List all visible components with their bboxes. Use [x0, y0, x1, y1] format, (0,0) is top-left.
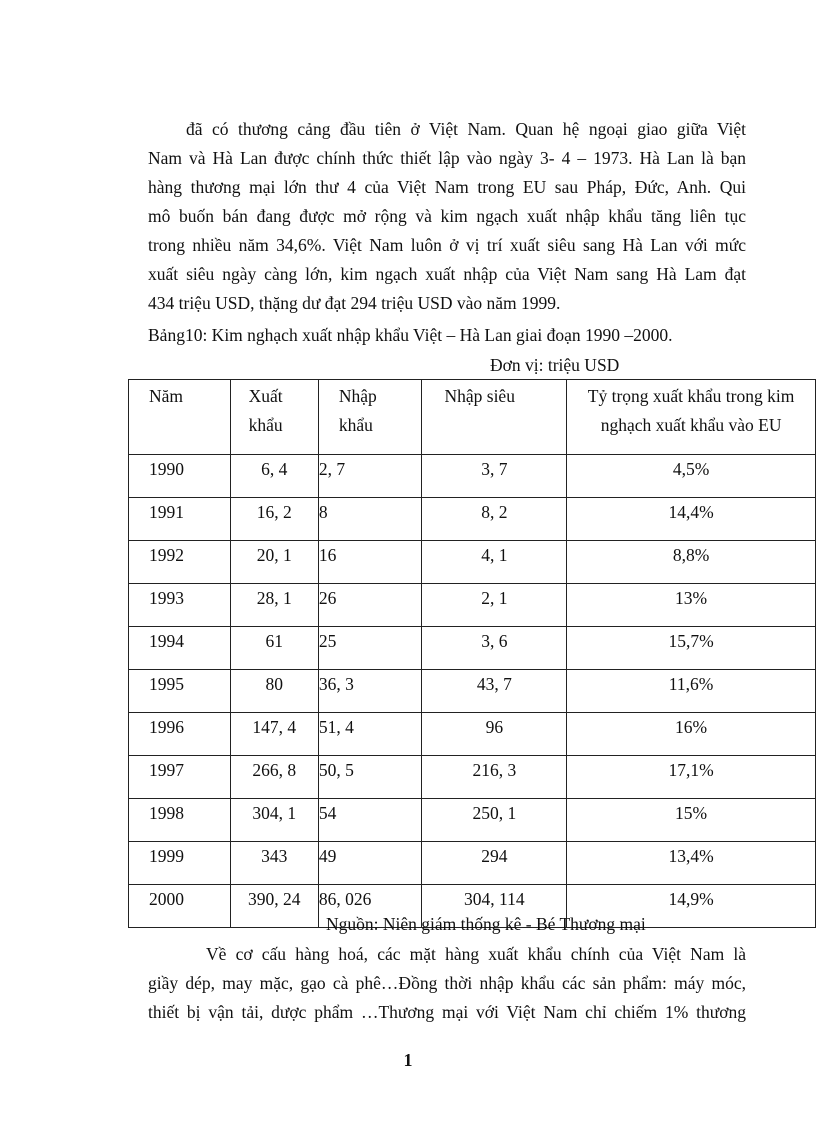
- cell-year: 1993: [129, 584, 231, 627]
- cell-export: 61: [230, 627, 318, 670]
- intro-line: 434 triệu USD, thặng dư đạt 294 triệu USD vào năm 1999.: [148, 293, 561, 313]
- intro-line: Nam và Hà Lan được chính thức thiết lập vào ngày 3- 4 – 1973. Hà Lan là bạn: [148, 148, 746, 168]
- cell-net-import: 4, 1: [422, 541, 567, 584]
- cell-year: 1996: [129, 713, 231, 756]
- cell-export: 80: [230, 670, 318, 713]
- outro-line: giầy dép, may mặc, gạo cà phê…Đồng thời nhập khẩu các sản phẩm: máy móc,: [148, 973, 746, 993]
- cell-net-import: 250, 1: [422, 799, 567, 842]
- cell-export-share: 11,6%: [567, 670, 816, 713]
- cell-year: 1997: [129, 756, 231, 799]
- cell-year: 2000: [129, 885, 231, 928]
- cell-import: 50, 5: [318, 756, 422, 799]
- cell-year: 1990: [129, 455, 231, 498]
- cell-year: 1999: [129, 842, 231, 885]
- intro-line: đã có thương cảng đầu tiên ở Việt Nam. Quan hệ ngoại giao giữa Việt: [186, 119, 746, 139]
- table-row: [129, 455, 816, 498]
- table-row: [129, 842, 816, 885]
- trade-table: [128, 379, 816, 928]
- cell-import: 26: [318, 584, 422, 627]
- cell-net-import: 3, 6: [422, 627, 567, 670]
- table-row: [129, 498, 816, 541]
- cell-export-share: 13%: [567, 584, 816, 627]
- cell-import: 25: [318, 627, 422, 670]
- cell-net-import: 294: [422, 842, 567, 885]
- table-caption: Bảng10: Kim nghạch xuất nhập khẩu Việt – Hà Lan giai đoạn 1990 –2000.: [148, 325, 673, 345]
- cell-year: 1995: [129, 670, 231, 713]
- cell-export-share: 14,9%: [567, 885, 816, 928]
- unit-label: Đơn vị: triệu USD: [490, 355, 620, 375]
- header-export-share: Tỷ trọng xuất khẩu trong kim nghạch xuất khẩu vào EU: [567, 380, 816, 455]
- table-row: [129, 756, 816, 799]
- cell-export-share: 8,8%: [567, 541, 816, 584]
- outro-paragraph: [148, 940, 746, 1027]
- cell-export: 28, 1: [230, 584, 318, 627]
- cell-import: 36, 3: [318, 670, 422, 713]
- cell-net-import: 2, 1: [422, 584, 567, 627]
- cell-export: 266, 8: [230, 756, 318, 799]
- cell-export-share: 14,4%: [567, 498, 816, 541]
- intro-paragraph: [148, 115, 746, 318]
- cell-import: 8: [318, 498, 422, 541]
- cell-import: 51, 4: [318, 713, 422, 756]
- cell-export: 20, 1: [230, 541, 318, 584]
- cell-export-share: 13,4%: [567, 842, 816, 885]
- header-year: Năm: [129, 380, 231, 455]
- table-row: [129, 541, 816, 584]
- cell-year: 1994: [129, 627, 231, 670]
- table-source: Nguồn: Niên giám thống kê - Bé Thương mại: [326, 914, 646, 934]
- table-row: [129, 670, 816, 713]
- intro-line: hàng thương mại lớn thư 4 của Việt Nam trong EU sau Pháp, Đức, Anh. Qui: [148, 177, 746, 197]
- header-net-import: Nhập siêu: [422, 380, 567, 455]
- cell-net-import: 8, 2: [422, 498, 567, 541]
- cell-net-import: 216, 3: [422, 756, 567, 799]
- header-import: Nhập khẩu: [318, 380, 422, 455]
- table-row: [129, 584, 816, 627]
- cell-export-share: 15%: [567, 799, 816, 842]
- cell-year: 1992: [129, 541, 231, 584]
- cell-export: 390, 24: [230, 885, 318, 928]
- cell-net-import: 43, 7: [422, 670, 567, 713]
- cell-year: 1991: [129, 498, 231, 541]
- cell-import: 54: [318, 799, 422, 842]
- cell-year: 1998: [129, 799, 231, 842]
- table-row: [129, 799, 816, 842]
- cell-net-import: 3, 7: [422, 455, 567, 498]
- cell-export: 16, 2: [230, 498, 318, 541]
- outro-line: thiết bị vận tải, dược phẩm …Thương mại với Việt Nam chỉ chiếm 1% thương: [148, 1002, 746, 1022]
- cell-export-share: 4,5%: [567, 455, 816, 498]
- outro-line: Về cơ cấu hàng hoá, các mặt hàng xuất khẩu chính của Việt Nam là: [206, 944, 746, 964]
- cell-export-share: 15,7%: [567, 627, 816, 670]
- page-number: 1: [403, 1050, 413, 1070]
- header-export: Xuất khẩu: [230, 380, 318, 455]
- cell-export-share: 16%: [567, 713, 816, 756]
- cell-export: 343: [230, 842, 318, 885]
- cell-net-import: 96: [422, 713, 567, 756]
- cell-export-share: 17,1%: [567, 756, 816, 799]
- intro-line: mô buốn bán đang được mở rộng và kim ngạch xuất nhập khẩu tăng liên tục: [148, 206, 746, 226]
- intro-line: xuất siêu ngày càng lớn, kim ngạch xuất nhập của Việt Nam sang Hà Lam đạt: [148, 264, 746, 284]
- cell-import: 86, 026: [318, 885, 422, 928]
- table-header-row: [129, 380, 816, 455]
- table-row: [129, 627, 816, 670]
- cell-import: 16: [318, 541, 422, 584]
- cell-export: 147, 4: [230, 713, 318, 756]
- cell-export: 6, 4: [230, 455, 318, 498]
- cell-net-import: 304, 114: [422, 885, 567, 928]
- cell-import: 49: [318, 842, 422, 885]
- cell-export: 304, 1: [230, 799, 318, 842]
- intro-line: trong nhiều năm 34,6%. Việt Nam luôn ở vị trí xuất siêu sang Hà Lan với mức: [148, 235, 746, 255]
- table-row: [129, 713, 816, 756]
- cell-import: 2, 7: [318, 455, 422, 498]
